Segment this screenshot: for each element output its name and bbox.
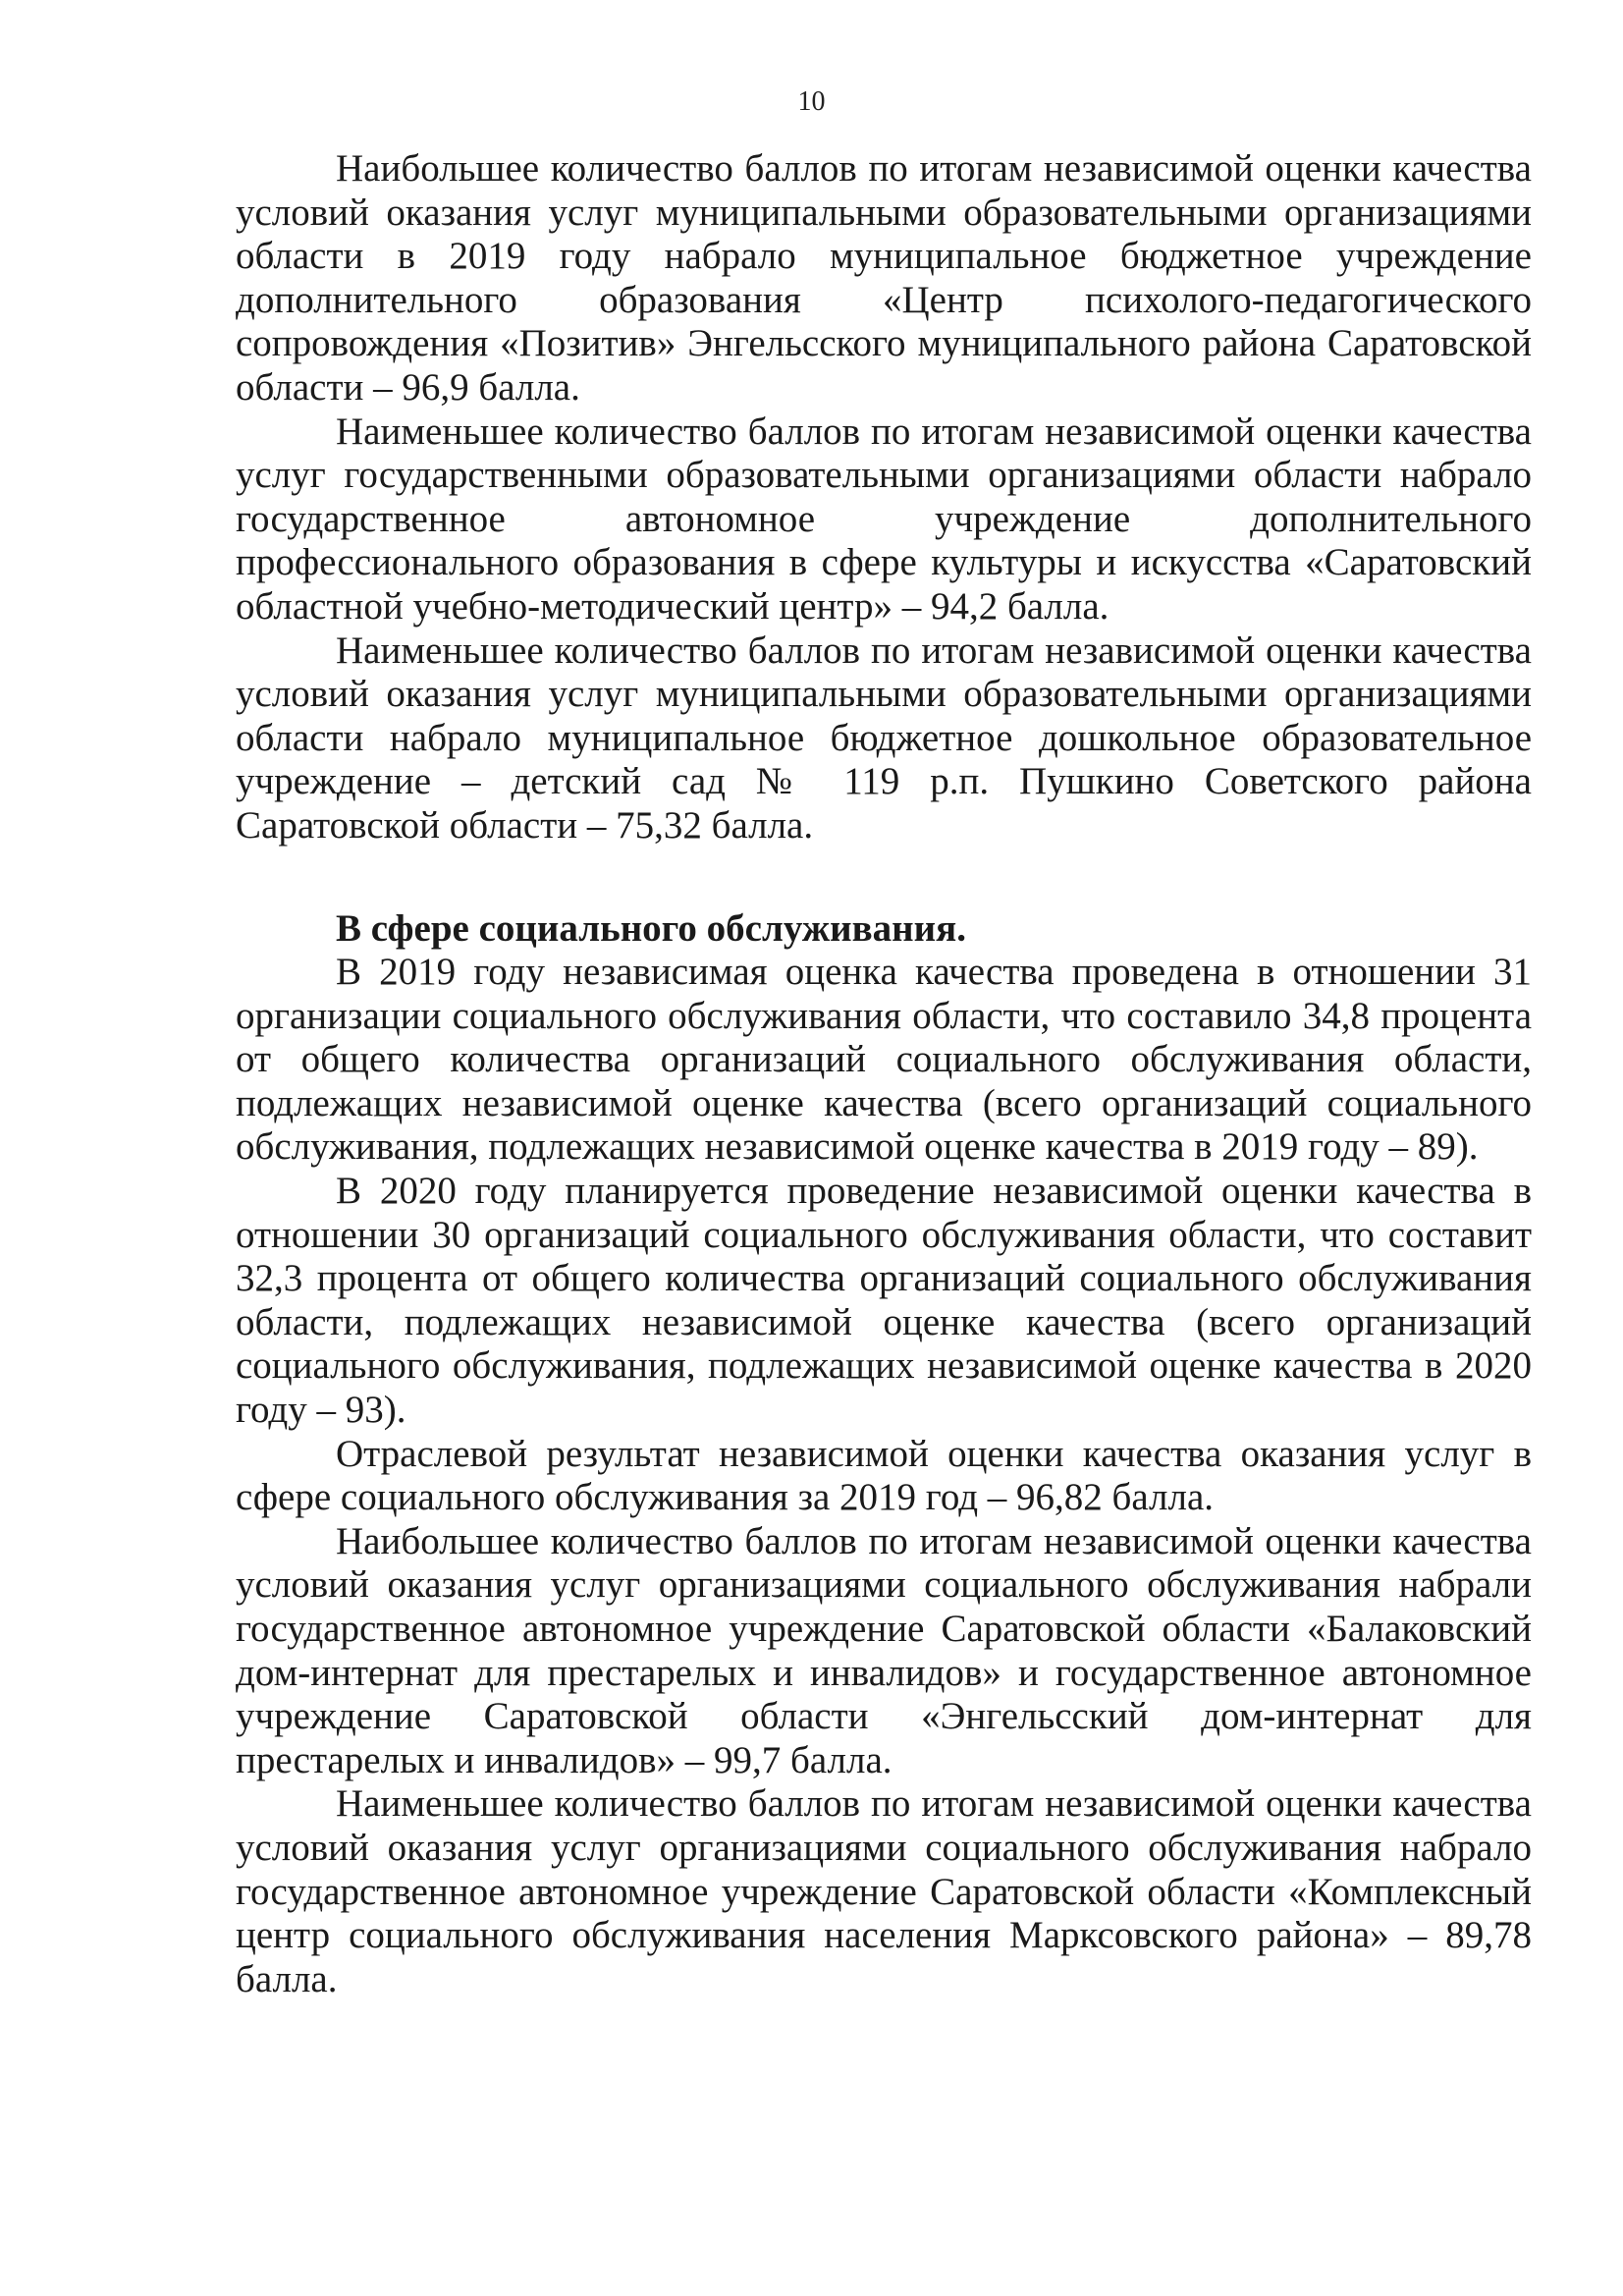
paragraph: В 2019 году независимая оценка качества проведена в отношении 31 организации социального обслуживания области, что составило 34,8 процента от общего количества организаций социального обслуживания области, подлежащих независимой оценке качества (всего организаций социального обслуживания, подлежащих независимой оценке качества в 2019 году – 89). bbox=[236, 951, 1532, 1169]
paragraph: Наименьшее количество баллов по итогам независимой оценки качества условий оказания услуг организациями социального обслуживания набрало государственное автономное учреждение Саратовской области «Комплексный центр социального обслуживания населения Марксовского района» – 89,78 балла. bbox=[236, 1782, 1532, 2000]
paragraph: Наименьшее количество баллов по итогам независимой оценки качества условий оказания услуг муниципальными образовательными организациями области набрало муниципальное бюджетное дошкольное образовательное учреждение – детский сад № 119 р.п. Пушкино Советского района Саратовской области – 75,32 балла. bbox=[236, 629, 1532, 847]
spacer bbox=[236, 848, 1532, 907]
paragraph: Наименьшее количество баллов по итогам независимой оценки качества услуг государственными образовательными организациями области набрало государственное автономное учреждение дополнительного профессионального образования в сфере культуры и искусства «Саратовский областной учебно-методический центр» – 94,2 балла. bbox=[236, 410, 1532, 628]
paragraph: Отраслевой результат независимой оценки качества оказания услуг в сфере социального обслуживания за 2019 год – 96,82 балла. bbox=[236, 1432, 1532, 1519]
page-number: 10 bbox=[797, 86, 826, 117]
paragraph: Наибольшее количество баллов по итогам независимой оценки качества условий оказания услуг муниципальными образовательными организациями области в 2019 году набрало муниципальное бюджетное учреждение дополнительного образования «Центр психолого-педагогического сопровождения «Позитив» Энгельсского муниципального района Саратовской области – 96,9 балла. bbox=[236, 147, 1532, 409]
document-body bbox=[236, 147, 1532, 2001]
section-heading: В сфере социального обслуживания. bbox=[336, 906, 966, 950]
paragraph: В 2020 году планируется проведение независимой оценки качества в отношении 30 организаций социального обслуживания области, что составит 32,3 процента от общего количества организаций социального обслуживания области, подлежащих независимой оценке качества (всего организаций социального обслуживания, подлежащих независимой оценке качества в 2020 году – 93). bbox=[236, 1170, 1532, 1432]
paragraph: Наибольшее количество баллов по итогам независимой оценки качества условий оказания услуг организациями социального обслуживания набрали государственное автономное учреждение Саратовской области «Балаковский дом-интернат для престарелых и инвалидов» и государственное автономное учреждение Саратовской области «Энгельсский дом-интернат для престарелых и инвалидов» – 99,7 балла. bbox=[236, 1519, 1532, 1781]
